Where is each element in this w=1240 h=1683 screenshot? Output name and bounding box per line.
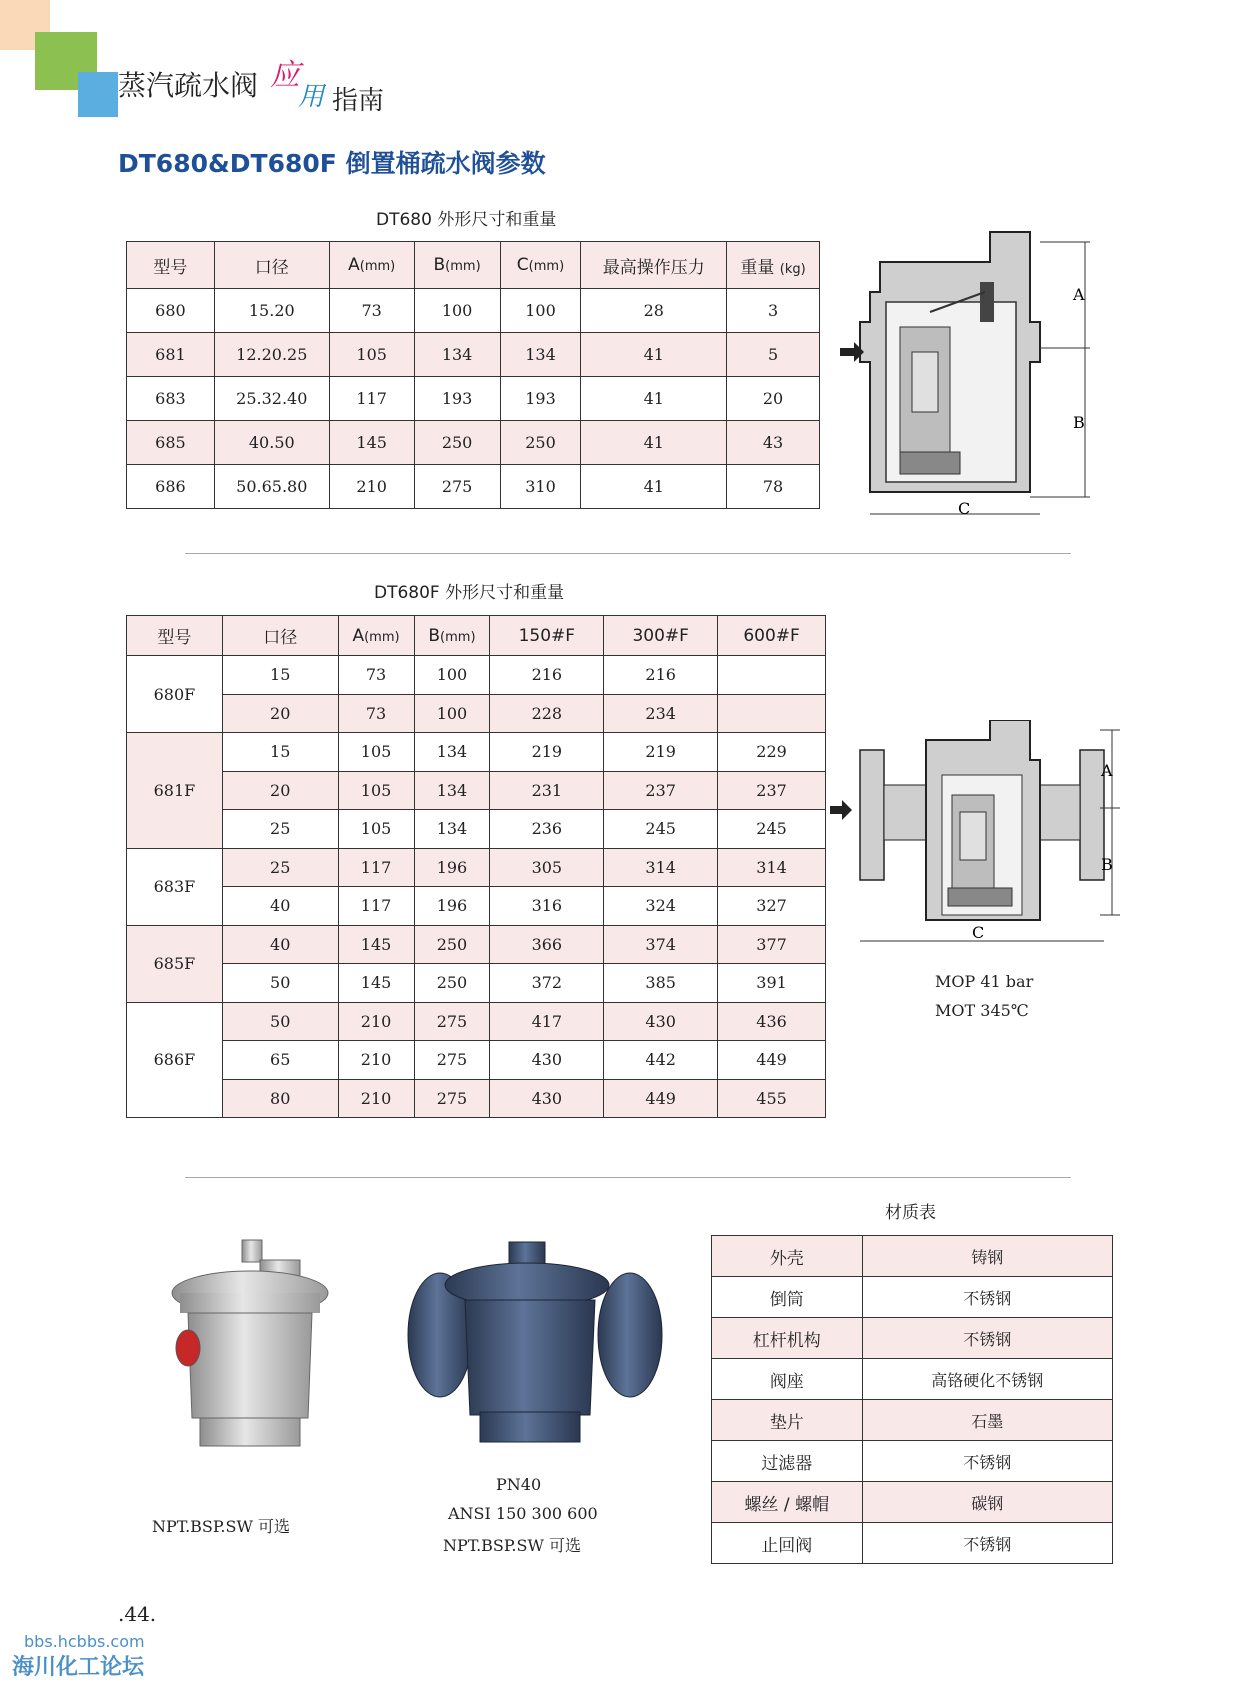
table-cell: 20 (222, 771, 338, 810)
table-cell: 229 (718, 733, 826, 772)
material-row (712, 1441, 1113, 1482)
table-cell: 234 (604, 694, 718, 733)
material-part: 螺丝 / 螺帽 (712, 1482, 863, 1523)
table-cell: 377 (718, 925, 826, 964)
material-part: 倒筒 (712, 1277, 863, 1318)
material-part: 外壳 (712, 1236, 863, 1277)
table-cell: 50 (222, 1002, 338, 1041)
page-title: DT680&DT680F 倒置桶疏水阀参数 (118, 149, 546, 178)
table-cell: 219 (604, 733, 718, 772)
table-cell: 436 (718, 1002, 826, 1041)
table-cell: 374 (604, 925, 718, 964)
table-cell: 145 (338, 964, 414, 1003)
table-cell: 210 (329, 465, 414, 509)
table-cell: 245 (604, 810, 718, 849)
table-cell: 105 (338, 810, 414, 849)
table-cell: 12.20.25 (214, 333, 329, 377)
table-cell: 117 (338, 848, 414, 887)
material-part: 垫片 (712, 1400, 863, 1441)
table-cell: 275 (414, 1002, 490, 1041)
table-cell: 275 (414, 1079, 490, 1118)
table-cell: 366 (490, 925, 604, 964)
table-cell: 25.32.40 (214, 377, 329, 421)
table-cell: 210 (338, 1041, 414, 1080)
table-cell (718, 694, 826, 733)
header-title-yong: 用 (298, 82, 325, 112)
table-cell: 41 (581, 333, 727, 377)
model-cell: 686F (127, 1002, 223, 1118)
table-row (127, 771, 826, 810)
table-cell: 430 (604, 1002, 718, 1041)
col-header-model: 型号 (127, 242, 215, 289)
table-cell: 15.20 (214, 289, 329, 333)
table-cell: 78 (727, 465, 820, 509)
product2-line2: ANSI 150 300 600 (448, 1504, 598, 1523)
material-part: 止回阀 (712, 1523, 863, 1564)
table-cell: 40.50 (214, 421, 329, 465)
material-row (712, 1236, 1113, 1277)
table-row (127, 848, 826, 887)
table-cell: 5 (727, 333, 820, 377)
dt680-dimension-table (126, 241, 820, 509)
table-cell: 314 (718, 848, 826, 887)
table-cell: 134 (414, 733, 490, 772)
table-cell: 314 (604, 848, 718, 887)
col-header-b: B(mm) (414, 242, 500, 289)
col-header-a: A(mm) (329, 242, 414, 289)
table-cell: 683 (127, 377, 215, 421)
table-cell: 15 (222, 656, 338, 695)
table-row (127, 810, 826, 849)
material-value: 高铬硬化不锈钢 (862, 1359, 1112, 1400)
product2-line1: PN40 (496, 1475, 542, 1494)
table-row (127, 333, 820, 377)
col-header-c: C(mm) (500, 242, 581, 289)
page-number: .44. (118, 1602, 157, 1626)
dt680-product-photo (170, 1238, 330, 1468)
material-value: 铸钢 (862, 1236, 1112, 1277)
table-cell: 237 (718, 771, 826, 810)
table-cell: 65 (222, 1041, 338, 1080)
table-cell: 196 (414, 887, 490, 926)
dt680-cross-section-diagram (840, 222, 1100, 522)
material-table (711, 1235, 1113, 1564)
watermark-name: 海川化工论坛 (12, 1655, 145, 1680)
table-cell: 100 (414, 289, 500, 333)
table-row (127, 1079, 826, 1118)
table-cell: 681 (127, 333, 215, 377)
table-cell: 41 (581, 377, 727, 421)
table-cell: 41 (581, 465, 727, 509)
table-cell: 327 (718, 887, 826, 926)
table-cell: 442 (604, 1041, 718, 1080)
material-row (712, 1482, 1113, 1523)
diagram2-label-b: B (1101, 855, 1113, 874)
model-cell: 683F (127, 848, 223, 925)
table-cell: 73 (338, 694, 414, 733)
table-cell: 210 (338, 1002, 414, 1041)
table-cell: 236 (490, 810, 604, 849)
header-title-end: 指南 (332, 86, 385, 116)
table-row (127, 694, 826, 733)
table-cell: 216 (604, 656, 718, 695)
table-row (127, 656, 826, 695)
dt680f-dimension-table (126, 615, 826, 1118)
mot-spec: MOT 345℃ (935, 1001, 1029, 1020)
model-cell: 685F (127, 925, 223, 1002)
table-cell: 105 (338, 733, 414, 772)
table-cell: 134 (414, 771, 490, 810)
table-cell: 100 (500, 289, 581, 333)
product1-label: NPT.BSP.SW 可选 (152, 1517, 290, 1536)
table-cell: 216 (490, 656, 604, 695)
table-row (127, 1041, 826, 1080)
table-cell: 372 (490, 964, 604, 1003)
header-decoration (0, 0, 120, 120)
header-title: 蒸汽疏水阀 (118, 69, 259, 102)
table-cell: 20 (727, 377, 820, 421)
table-cell: 449 (718, 1041, 826, 1080)
table-row (127, 289, 820, 333)
table-cell: 250 (414, 925, 490, 964)
watermark-url: bbs.hcbbs.com (24, 1632, 145, 1651)
diagram1-label-b: B (1073, 413, 1085, 432)
table-cell: 417 (490, 1002, 604, 1041)
table-cell: 430 (490, 1079, 604, 1118)
table-cell: 385 (604, 964, 718, 1003)
table-cell: 680 (127, 289, 215, 333)
table-cell: 105 (329, 333, 414, 377)
table-cell: 196 (414, 848, 490, 887)
table-cell: 73 (338, 656, 414, 695)
table-cell: 193 (414, 377, 500, 421)
diagram2-label-c: C (972, 923, 985, 942)
diagram2-label-a: A (1101, 761, 1113, 780)
table-cell: 134 (414, 810, 490, 849)
col-header-weight: 重量 (kg) (727, 242, 820, 289)
table-cell: 250 (414, 964, 490, 1003)
table-cell: 193 (500, 377, 581, 421)
table-cell: 449 (604, 1079, 718, 1118)
table-cell: 100 (414, 656, 490, 695)
table-cell: 275 (414, 1041, 490, 1080)
diagram1-label-c: C (958, 499, 971, 518)
diagram1-label-a: A (1073, 285, 1085, 304)
table-cell: 50.65.80 (214, 465, 329, 509)
table-cell: 50 (222, 964, 338, 1003)
table-cell: 686 (127, 465, 215, 509)
table-cell: 40 (222, 925, 338, 964)
table-cell: 3 (727, 289, 820, 333)
col-header-max-pressure: 最高操作压力 (581, 242, 727, 289)
table-cell: 28 (581, 289, 727, 333)
dt680f-product-photo (405, 1240, 665, 1450)
table-cell: 145 (329, 421, 414, 465)
table-cell: 20 (222, 694, 338, 733)
material-part: 过滤器 (712, 1441, 863, 1482)
material-row (712, 1318, 1113, 1359)
table-cell: 25 (222, 810, 338, 849)
table-cell: 210 (338, 1079, 414, 1118)
table2-caption: DT680F 外形尺寸和重量 (374, 583, 565, 603)
table-cell: 25 (222, 848, 338, 887)
table-cell: 455 (718, 1079, 826, 1118)
table1-caption: DT680 外形尺寸和重量 (376, 210, 557, 230)
material-value: 石墨 (862, 1400, 1112, 1441)
table-cell: 40 (222, 887, 338, 926)
table-cell: 430 (490, 1041, 604, 1080)
material-value: 不锈钢 (862, 1441, 1112, 1482)
table-row (127, 377, 820, 421)
table-cell: 228 (490, 694, 604, 733)
table-cell: 41 (581, 421, 727, 465)
material-part: 杠杆机构 (712, 1318, 863, 1359)
table-row (127, 733, 826, 772)
table-cell: 391 (718, 964, 826, 1003)
table-cell: 145 (338, 925, 414, 964)
material-value: 碳钢 (862, 1482, 1112, 1523)
table-cell: 134 (500, 333, 581, 377)
table-cell: 275 (414, 465, 500, 509)
col-header-300f: 300#F (604, 616, 718, 656)
table-row (127, 925, 826, 964)
table-cell (718, 656, 826, 695)
table-cell: 685 (127, 421, 215, 465)
table-row (127, 421, 820, 465)
col-header-model: 型号 (127, 616, 223, 656)
table-cell: 100 (414, 694, 490, 733)
mop-spec: MOP 41 bar (935, 972, 1034, 991)
table-cell: 43 (727, 421, 820, 465)
material-value: 不锈钢 (862, 1277, 1112, 1318)
table-cell: 324 (604, 887, 718, 926)
col-header-bore: 口径 (214, 242, 329, 289)
table-row (127, 887, 826, 926)
col-header-600f: 600#F (718, 616, 826, 656)
section-divider (185, 1177, 1071, 1178)
col-header-b: B(mm) (414, 616, 490, 656)
section-divider (185, 553, 1071, 554)
dt680f-cross-section-diagram (830, 720, 1130, 950)
table-cell: 231 (490, 771, 604, 810)
model-cell: 680F (127, 656, 223, 733)
table-cell: 117 (338, 887, 414, 926)
table-cell: 80 (222, 1079, 338, 1118)
table-row (127, 964, 826, 1003)
table-cell: 250 (414, 421, 500, 465)
table-cell: 310 (500, 465, 581, 509)
table-cell: 105 (338, 771, 414, 810)
model-cell: 681F (127, 733, 223, 849)
material-row (712, 1523, 1113, 1564)
material-caption: 材质表 (885, 1203, 936, 1223)
material-value: 不锈钢 (862, 1318, 1112, 1359)
material-value: 不锈钢 (862, 1523, 1112, 1564)
table-cell: 219 (490, 733, 604, 772)
table-cell: 250 (500, 421, 581, 465)
material-part: 阀座 (712, 1359, 863, 1400)
header-title-ying: 应 (270, 58, 300, 93)
table-row (127, 1002, 826, 1041)
col-header-150f: 150#F (490, 616, 604, 656)
table-cell: 15 (222, 733, 338, 772)
table-cell: 245 (718, 810, 826, 849)
table-cell: 316 (490, 887, 604, 926)
product2-line3: NPT.BSP.SW 可选 (443, 1536, 581, 1555)
table-row (127, 465, 820, 509)
col-header-bore: 口径 (222, 616, 338, 656)
table-cell: 73 (329, 289, 414, 333)
table-cell: 305 (490, 848, 604, 887)
table-cell: 117 (329, 377, 414, 421)
material-row (712, 1277, 1113, 1318)
table-cell: 237 (604, 771, 718, 810)
col-header-a: A(mm) (338, 616, 414, 656)
table-cell: 134 (414, 333, 500, 377)
material-row (712, 1400, 1113, 1441)
material-row (712, 1359, 1113, 1400)
